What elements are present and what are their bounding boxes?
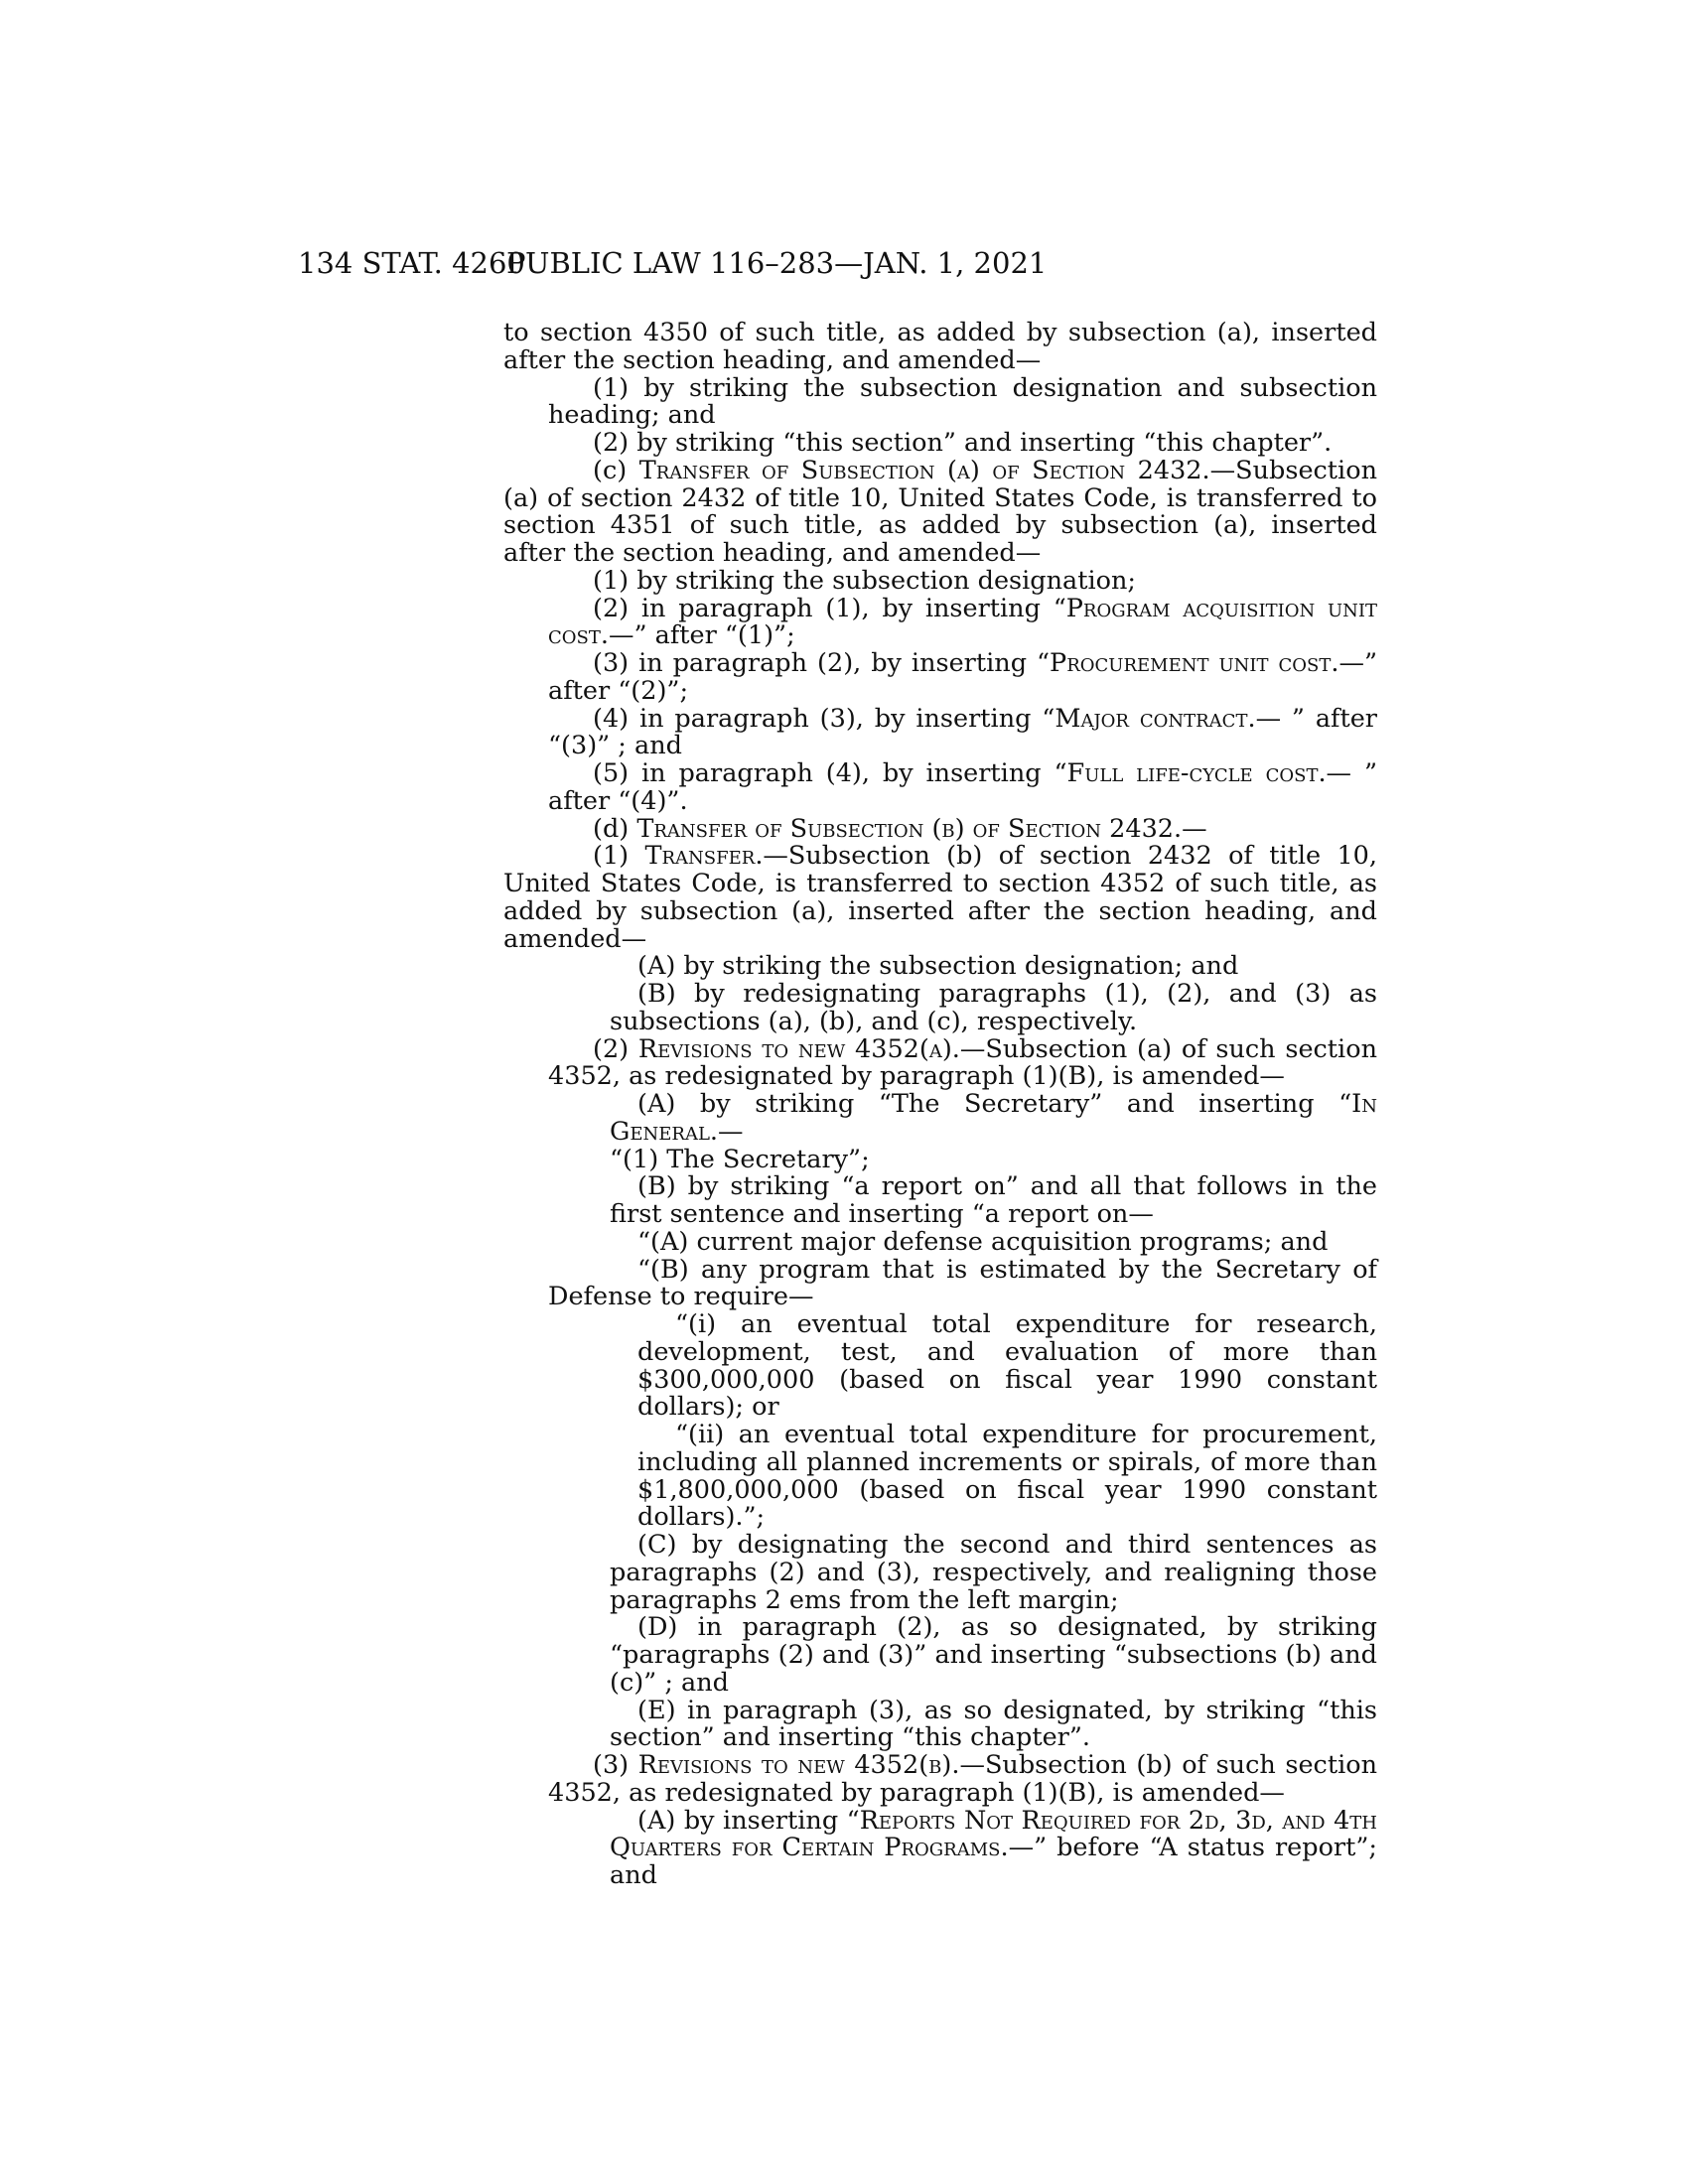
- subparagraph-d2a: (A) by striking “The Secretary” and inserting “In General.—: [610, 1089, 1377, 1147]
- public-law-running-head: PUBLIC LAW 116–283—JAN. 1, 2021: [506, 246, 1048, 280]
- paragraph-c2: (2) in paragraph (1), by inserting “Program acquisition unit cost.—” after “(1)”;: [548, 593, 1377, 651]
- paragraph-d2: (2) Revisions to new 4352(a).—Subsection (a) of such section 4352, as redesignated by paragraph (1)(B), is amended—: [548, 1033, 1377, 1092]
- paragraph-b1: (1) by striking the subsection designation and subsection heading; and: [548, 372, 1377, 431]
- paragraph-c4: (4) in paragraph (3), by inserting “Major contract.— ” after “(3)” ; and: [548, 703, 1378, 761]
- subparagraph-d1a: (A) by striking the subsection designation; and: [637, 951, 1239, 982]
- subparagraph-d2e: (E) in paragraph (3), as so designated, by striking “this section” and inserting “this chapter”.: [610, 1695, 1377, 1753]
- subsection-c-heading: Transfer of Subsection (a) of Section 2432: [638, 455, 1202, 485]
- subparagraph-d2c: (C) by designating the second and third sentences as paragraphs (2) and (3), respectively, and realigning those paragraphs 2 ems from the left margin;: [610, 1530, 1377, 1615]
- subsection-c: (c) Transfer of Subsection (a) of Section 2432.—Subsection (a) of section 2432 of title 10, United States Code, is transferred to section 4351 of such title, as added by subsection (a), inserted after the section heading, and amended—: [503, 455, 1377, 568]
- paragraph-b2: (2) by striking “this section” and inserting “this chapter”.: [593, 428, 1333, 458]
- subsection-d: (d) Transfer of Subsection (b) of Section 2432.—: [593, 813, 1207, 844]
- paragraph-c1: (1) by striking the subsection designation;: [593, 565, 1137, 596]
- document-body: [503, 320, 1377, 1890]
- subparagraph-d3a: (A) by inserting “Reports Not Required for 2d, 3d, and 4th Quarters for Certain Programs.—” before “A status report”; and: [610, 1805, 1377, 1890]
- page-header: [298, 246, 1370, 286]
- subsection-d-heading: Transfer of Subsection (b) of Section 2432: [636, 813, 1175, 844]
- paragraph-c3: (3) in paragraph (2), by inserting “Procurement unit cost.—” after “(2)”;: [548, 648, 1377, 706]
- paragraph-c5: (5) in paragraph (4), by inserting “Full life-cycle cost.— ” after “(4)”.: [548, 758, 1377, 816]
- paragraph-d3: (3) Revisions to new 4352(b).—Subsection (b) of such section 4352, as redesignated by paragraph (1)(B), is amended—: [548, 1750, 1377, 1808]
- quoted-subparagraph-a: “(A) current major defense acquisition programs; and: [637, 1226, 1329, 1257]
- subparagraph-d2d: (D) in paragraph (2), as so designated, by striking “paragraphs (2) and (3)” and inserting “subsections (b) and (c)” ; and: [610, 1612, 1377, 1698]
- quoted-clause-i: “(i) an eventual total expenditure for research, development, test, and evaluation of more than $300,000,000 (based on fiscal year 1990 constant dollars); or: [637, 1309, 1377, 1423]
- paragraph-continuation: to section 4350 of such title, as added by subsection (a), inserted after the section heading, and amended—: [503, 318, 1377, 375]
- statute-page-number: 134 STAT. 4260: [298, 246, 525, 280]
- paragraph-d1: (1) Transfer.—Subsection (b) of section 2432 of title 10, United States Code, is transferred to section 4352 of such title, as added by subsection (a), inserted after the section heading, and amended—: [503, 841, 1378, 954]
- subparagraph-d1b: (B) by redesignating paragraphs (1), (2), and (3) as subsections (a), (b), and (c), respectively.: [610, 979, 1377, 1036]
- quoted-paragraph-1: “(1) The Secretary”;: [610, 1144, 870, 1174]
- quoted-subparagraph-b: “(B) any program that is estimated by the Secretary of Defense to require—: [548, 1254, 1377, 1312]
- subparagraph-d2b: (B) by striking “a report on” and all that follows in the first sentence and inserting “a report on—: [610, 1171, 1377, 1229]
- quoted-clause-ii: “(ii) an eventual total expenditure for procurement, including all planned increments or spirals, of more than $1,800,000,000 (based on fiscal year 1990 constant dollars).”;: [637, 1420, 1377, 1533]
